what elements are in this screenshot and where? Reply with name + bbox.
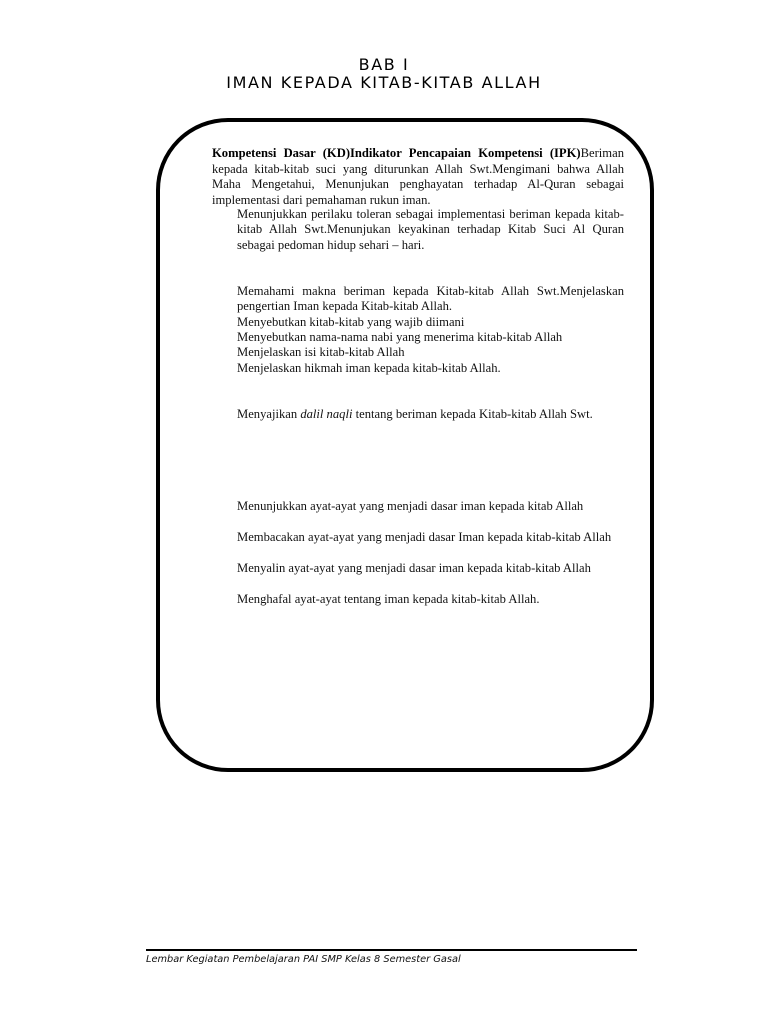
indicator-mention-books: Menyebutkan kitab-kitab yang wajib diimani [237, 315, 465, 329]
competency-heading: Kompetensi Dasar (KD)Indikator Pencapaian Kompetensi (IPK) [212, 146, 581, 160]
competency-intro-text: Beriman kepada kitab-kitab suci yang diturunkan Allah Swt.Mengimani bahwa Allah Maha Mengetahui, Menunjukan penghayatan terhadap Al-Quran sebagai implementasi dari pemahaman rukun iman. [212, 146, 624, 207]
indicator-copy-verses: Menyalin ayat-ayat yang menjadi dasar iman kepada kitab-kitab Allah [237, 561, 591, 575]
dalil-text-after: tentang beriman kepada Kitab-kitab Allah Swt. [352, 407, 593, 421]
dalil-text-before: Menyajikan [237, 407, 301, 421]
indicator-mention-prophets: Menyebutkan nama-nama nabi yang menerima kitab-kitab Allah [237, 330, 563, 344]
footer-text: Lembar Kegiatan Pembelajaran PAI SMP Kelas 8 Semester Gasal [146, 954, 461, 965]
indicator-explain-contents: Menjelaskan isi kitab-kitab Allah [237, 345, 405, 359]
chapter-label: BAB I [358, 55, 410, 74]
indicator-explain-wisdom: Menjelaskan hikmah iman kepada kitab-kitab Allah. [237, 361, 501, 375]
chapter-title: IMAN KEPADA KITAB-KITAB ALLAH [226, 73, 542, 92]
indicator-memorize-verses: Menghafal ayat-ayat tentang iman kepada kitab-kitab Allah. [237, 592, 540, 606]
indicator-read-verses: Membacakan ayat-ayat yang menjadi dasar Iman kepada kitab-kitab Allah [237, 530, 612, 544]
indicator-show-verses: Menunjukkan ayat-ayat yang menjadi dasar iman kepada kitab Allah [237, 499, 584, 513]
indicator-understand-meaning: Memahami makna beriman kepada Kitab-kitab Allah Swt.Menjelaskan pengertian Iman kepada Kitab-kitab Allah. [237, 284, 624, 314]
competency-intro [212, 146, 624, 208]
indicator-tolerance: Menunjukkan perilaku toleran sebagai implementasi beriman kepada kitab-kitab Allah Swt.Menunjukan keyakinan terhadap Kitab Suci Al Quran sebagai pedoman hidup sehari – hari. [237, 207, 624, 252]
footer-rule [146, 949, 637, 951]
indicator-present-dalil [237, 407, 624, 422]
dalil-naqli-term: dalil naqli [300, 407, 353, 421]
